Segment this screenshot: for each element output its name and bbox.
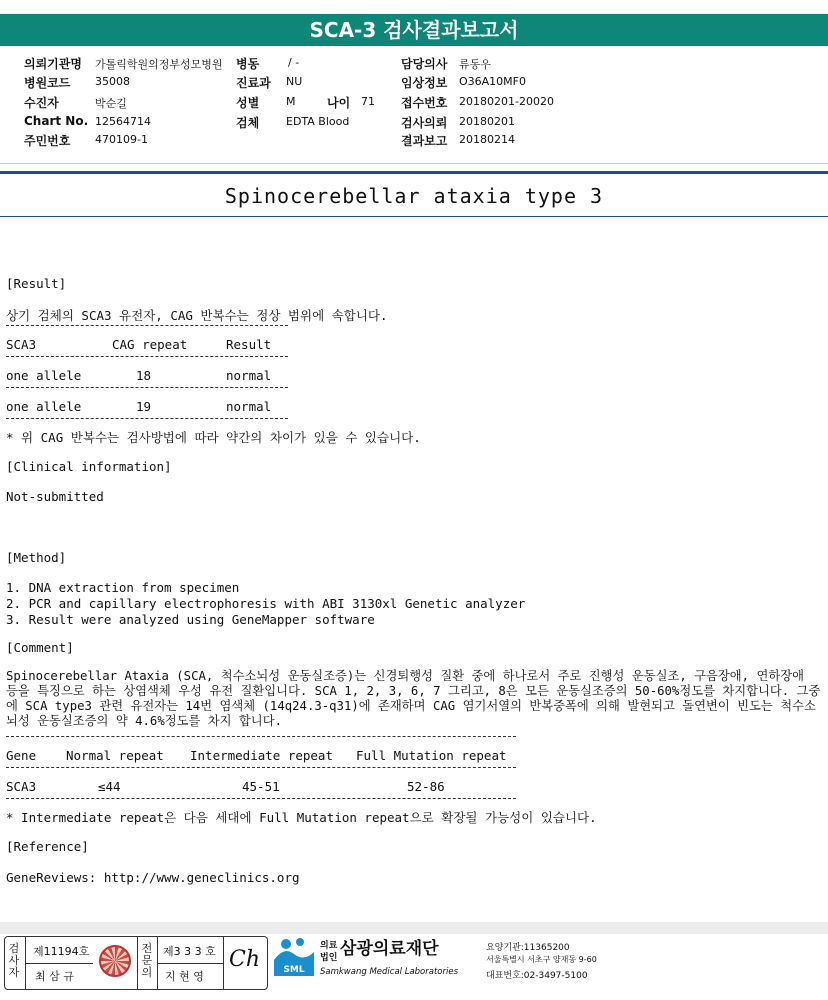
info-label-chart-no: Chart No. xyxy=(24,114,89,128)
table-row-allele: one allele xyxy=(6,399,82,414)
footer-band xyxy=(0,922,828,934)
examiner-name: 최 삼 규 xyxy=(35,970,74,983)
info-value-chart-no: 12564714 xyxy=(95,115,151,128)
table-cell-result: normal xyxy=(226,368,272,383)
info-value-request-date: 20180201 xyxy=(459,115,515,128)
report-title: SCA-3 검사결과보고서 xyxy=(0,14,828,46)
table-cell-result: normal xyxy=(226,399,272,414)
result-summary: 상기 검체의 SCA3 유전자, CAG 반복수는 정상 범위에 속합니다. xyxy=(6,308,388,323)
info-label-sex: 성별 xyxy=(236,96,260,110)
comment-col-full: Full Mutation repeat xyxy=(356,748,507,763)
logo-text: SML xyxy=(283,965,305,975)
table-cell-full: 52-86 xyxy=(407,779,445,794)
table-rule xyxy=(6,798,516,799)
info-value-department: NU xyxy=(286,75,303,88)
info-value-patient: 박순길 xyxy=(95,97,127,110)
signature-box xyxy=(4,936,268,990)
examiner-license-no: 제11194호 xyxy=(33,945,90,958)
divider-thick xyxy=(0,171,828,174)
result-heading: [Result] xyxy=(6,276,67,291)
info-label-patient: 수진자 xyxy=(24,96,59,110)
info-value-hospital-code: 35008 xyxy=(95,75,130,88)
info-value-sex: M xyxy=(286,95,296,108)
info-panel xyxy=(0,50,828,162)
info-value-report-date: 20180214 xyxy=(459,133,515,146)
comment-col-intermediate: Intermediate repeat xyxy=(190,748,333,763)
org-code: 요양기관:11365200 xyxy=(486,943,570,953)
org-prefix: 의료 xyxy=(320,941,338,951)
comment-heading: [Comment] xyxy=(6,640,74,655)
table-rule xyxy=(6,325,288,326)
result-note: * 위 CAG 반복수는 검사방법에 따라 약간의 차이가 있을 수 있습니다. xyxy=(6,430,421,445)
seal-icon xyxy=(99,945,131,977)
table-cell-intermediate: 45-51 xyxy=(242,779,280,794)
info-label-specimen: 검체 xyxy=(236,116,260,130)
signature: Ch xyxy=(229,947,261,972)
sml-logo-icon xyxy=(272,934,316,978)
info-value-accession: 20180201-20020 xyxy=(459,95,554,108)
result-col-cag: CAG repeat xyxy=(112,337,188,352)
table-cell-cag: 19 xyxy=(136,399,152,414)
comment-col-normal: Normal repeat xyxy=(66,748,164,763)
clinical-text: Not-submitted xyxy=(6,489,104,504)
org-english-name: Samkwang Medical Laboratories xyxy=(320,967,459,977)
method-item: 2. PCR and capillary electrophoresis with ABI 3130xl Genetic analyzer xyxy=(6,596,526,611)
table-cell-cag: 18 xyxy=(136,368,152,383)
test-name: Spinocerebellar ataxia type 3 xyxy=(224,184,604,208)
info-value-institution: 가톨릭학원의정부성모병원 xyxy=(95,58,223,71)
org-address: 서울특별시 서초구 양재동 9-60 xyxy=(486,955,597,964)
table-rule xyxy=(6,767,516,768)
reference-heading: [Reference] xyxy=(6,839,89,854)
table-cell-gene: SCA3 xyxy=(6,779,37,794)
info-value-age: 71 xyxy=(361,95,375,108)
result-col-gene: SCA3 xyxy=(6,337,37,352)
divider xyxy=(0,216,828,217)
info-label-report-date: 결과보고 xyxy=(401,134,448,148)
table-rule xyxy=(6,387,288,388)
table-row-allele: one allele xyxy=(6,368,82,383)
examiner-label: 검 사 자 xyxy=(8,942,20,979)
org-prefix: 법인 xyxy=(320,953,338,963)
comment-note: * Intermediate repeat은 다음 세대에 Full Mutation repeat으로 확장될 가능성이 있습니다. xyxy=(6,810,597,825)
info-value-resident-no: 470109-1 xyxy=(95,133,148,146)
org-phone: 대표번호:02-3497-5100 xyxy=(486,971,588,981)
info-value-doctor: 류동우 xyxy=(459,58,491,71)
info-value-specimen: EDTA Blood xyxy=(286,115,350,128)
method-item: 1. DNA extraction from specimen xyxy=(6,580,240,595)
result-col-result: Result xyxy=(226,337,272,352)
comment-text: Spinocerebellar Ataxia (SCA, 척수소뇌성 운동실조증)는 신경퇴행성 질환 중에 하나로서 주로 진행성 운동실조, 구음장애, 연하장애 등을 특징으로 하는 상염색체 우성 유전 질환입니다. SCA 1, 2, 3, 6, 7 그리고, 8은 모든 운동실조증의 50-60%정도를 차지합니다. 그중에 SCA type3 관련 유전자는 14번 염색체 (14q24.3-q31)에 존재하며 CAG 염기서열의 반복중폭에 의해 발현되고 돌연변이 빈도는 척수소뇌성 운동실조증의 약 4.6%정도를 차지 합니다. xyxy=(6,669,821,728)
info-label-hospital-code: 병원코드 xyxy=(24,76,71,90)
info-label-doctor: 담당의사 xyxy=(401,57,448,71)
info-label-resident-no: 주민번호 xyxy=(24,134,71,148)
reviewer-license-no: 제3 3 3 호 xyxy=(163,945,216,958)
info-label-institution: 의뢰기관명 xyxy=(24,57,82,71)
reference-text: GeneReviews: http://www.geneclinics.org xyxy=(6,870,300,885)
info-value-clinical: O36A10MF0 xyxy=(459,75,526,88)
divider xyxy=(0,163,828,164)
info-label-clinical: 임상정보 xyxy=(401,76,448,90)
comment-col-gene: Gene xyxy=(6,748,37,763)
info-label-department: 진료과 xyxy=(236,76,271,90)
method-item: 3. Result were analyzed using GeneMapper software xyxy=(6,612,375,627)
table-rule xyxy=(6,736,516,737)
reviewer-label: 전 문 의 xyxy=(141,942,153,979)
info-label-ward: 병동 xyxy=(236,57,260,71)
info-label-age: 나이 xyxy=(327,96,351,110)
table-cell-normal: ≤44 xyxy=(98,779,121,794)
info-value-ward: / - xyxy=(288,56,300,69)
table-rule xyxy=(6,418,288,419)
info-label-request-date: 검사의뢰 xyxy=(401,116,448,130)
table-rule xyxy=(6,356,288,357)
method-heading: [Method] xyxy=(6,550,67,565)
reviewer-name: 지 현 영 xyxy=(165,970,204,983)
org-name: 삼광의료재단 xyxy=(340,939,439,959)
info-label-accession: 접수번호 xyxy=(401,96,448,110)
clinical-heading: [Clinical information] xyxy=(6,459,172,474)
